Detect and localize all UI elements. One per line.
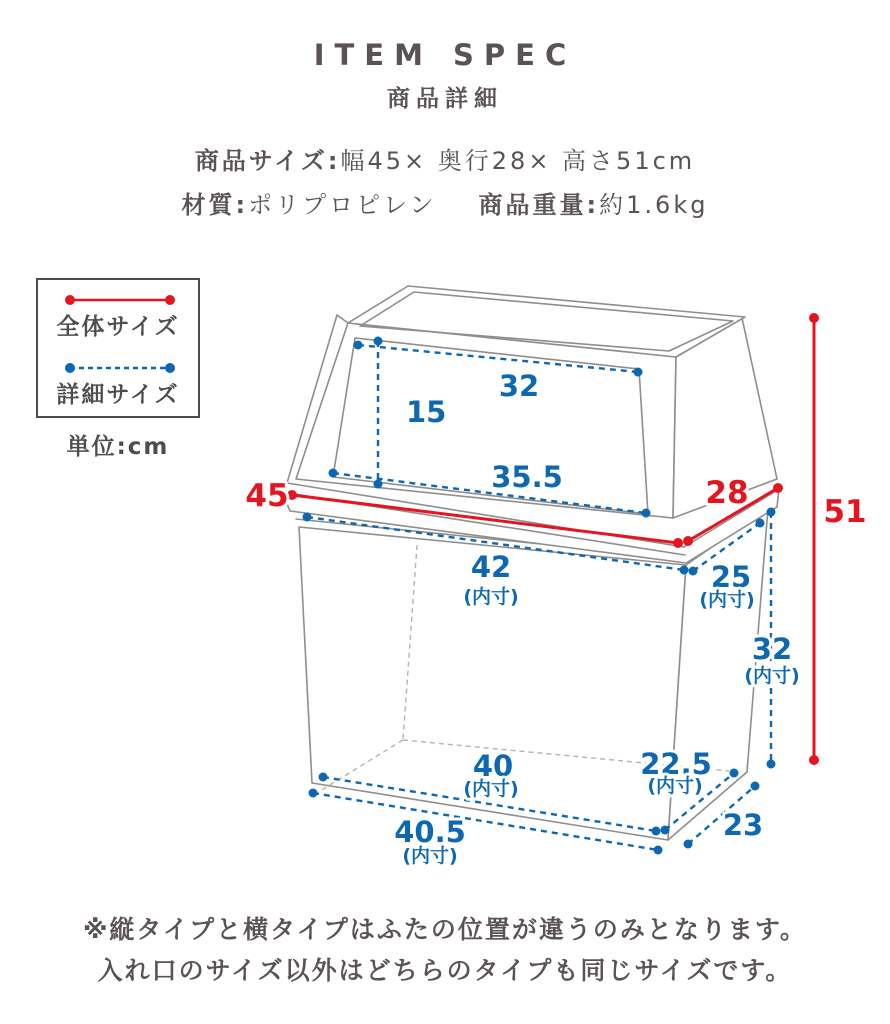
opening-bottom-width-dot-right bbox=[642, 509, 651, 518]
outer-bottom-depth-label: 23 bbox=[722, 808, 764, 842]
spec-size-label: 商品サイズ: bbox=[194, 147, 341, 175]
container-lid-wireframe bbox=[286, 286, 779, 563]
legend-unit-label: 単位:cm bbox=[66, 434, 170, 460]
legend-overall-label: 全体サイズ bbox=[56, 314, 180, 340]
footer-note-line1: ※縦タイプと横タイプはふたの位置が違うのみとなります。 bbox=[83, 915, 807, 944]
spec-weight-value: 約1.6kg bbox=[599, 191, 709, 219]
page-subtitle: 商品詳細 bbox=[387, 86, 503, 112]
spec-weight-label: 商品重量: bbox=[478, 191, 600, 219]
outer-bottom-width-dot-right bbox=[654, 846, 663, 855]
opening-height-dot-bottom bbox=[374, 480, 383, 489]
outer-bottom-width-dot-left bbox=[309, 789, 318, 798]
inner-top-depth-suffix: (内寸) bbox=[699, 589, 755, 611]
inner-bottom-depth-dot-left bbox=[661, 826, 670, 835]
inner-top-width-label: 42 bbox=[470, 550, 512, 584]
opening-height-label: 15 bbox=[406, 395, 447, 429]
inner-top-width-suffix: (内寸) bbox=[463, 586, 519, 608]
inner-bottom-width-dot-right bbox=[652, 827, 661, 836]
overall-depth-dot-left bbox=[683, 536, 693, 546]
spec-material-label: 材質: bbox=[181, 191, 249, 219]
inner-top-depth-dot-right bbox=[756, 519, 765, 528]
overall-height-dot-bottom bbox=[809, 755, 819, 765]
outer-bottom-depth-dot-left bbox=[684, 840, 693, 849]
inner-height-dot-bottom bbox=[767, 760, 776, 769]
spec-size-value: 幅45× 奥行28× 高さ51cm bbox=[340, 147, 696, 175]
inner-bottom-width-dot-left bbox=[319, 773, 328, 782]
inner-top-width-dot-left bbox=[303, 513, 312, 522]
opening-bottom-width-dot-left bbox=[329, 469, 338, 478]
opening-top-width-dot-left bbox=[354, 341, 363, 350]
legend-detail-label: 詳細サイズ bbox=[56, 382, 180, 408]
overall-height-label: 51 bbox=[823, 494, 867, 530]
opening-height-dot-top bbox=[374, 337, 383, 346]
inner-bottom-width-label: 40 bbox=[472, 749, 514, 783]
inner-bottom-depth-dot-right bbox=[730, 769, 739, 778]
overall-height-dot-top bbox=[809, 313, 819, 323]
inner-top-depth-label: 25 bbox=[710, 560, 752, 594]
inner-top-width-dot-right bbox=[680, 566, 689, 575]
outer-bottom-width-label: 40.5 bbox=[394, 815, 466, 849]
spec-material-value: ポリプロピレン bbox=[248, 191, 437, 219]
overall-depth-dot-right bbox=[773, 483, 783, 493]
overall-depth-label: 28 bbox=[705, 475, 749, 511]
overall-height-dimension bbox=[809, 313, 867, 765]
inner-bottom-depth-suffix: (内寸) bbox=[647, 775, 703, 797]
outer-bottom-depth-dot-right bbox=[751, 782, 760, 791]
page-title: ITEM SPEC bbox=[313, 38, 577, 72]
opening-bottom-width-label: 35.5 bbox=[491, 460, 563, 494]
inner-bottom-width-suffix: (内寸) bbox=[463, 778, 519, 800]
outer-bottom-width-suffix: (内寸) bbox=[402, 845, 458, 867]
inner-bottom-depth-label: 22.5 bbox=[640, 747, 712, 781]
opening-top-width-label: 32 bbox=[498, 369, 540, 403]
overall-width-dot-right bbox=[673, 538, 683, 548]
inner-height-dot-top bbox=[767, 508, 776, 517]
footer-note-line2: 入れ口のサイズ以外はどちらのタイプも同じサイズです。 bbox=[97, 956, 793, 985]
inner-top-depth-dot-left bbox=[689, 567, 698, 576]
inner-height-label: 32 bbox=[751, 632, 793, 666]
overall-width-label: 45 bbox=[245, 478, 289, 514]
inner-height-suffix: (内寸) bbox=[744, 665, 800, 687]
opening-top-width-dot-right bbox=[634, 368, 643, 377]
